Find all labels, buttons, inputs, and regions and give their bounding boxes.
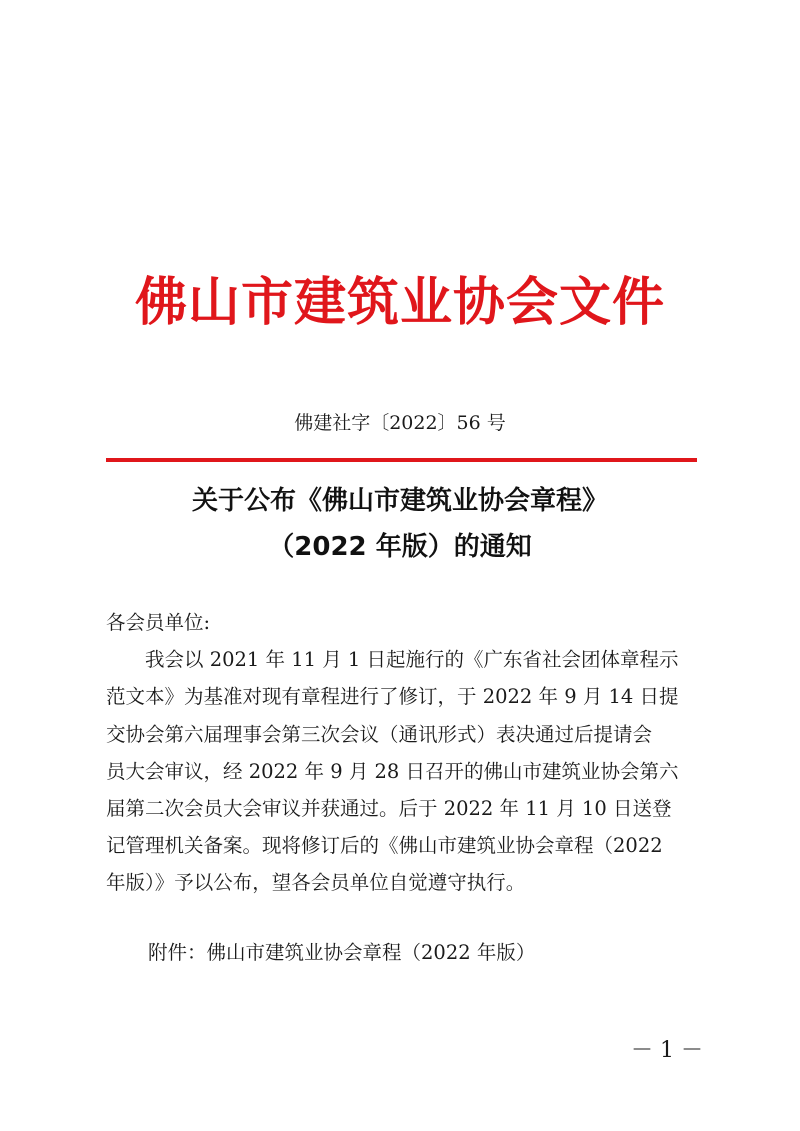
red-divider-rule [106,458,697,462]
document-number: 佛建社字〔2022〕56 号 [294,412,506,434]
attachment-note: 附件：佛山市建筑业协会章程（2022 年版） [148,941,536,964]
notice-title [0,478,800,570]
body-line: 届第二次会员大会审议并获通过。后于 2022 年 11 月 10 日送登 [106,797,672,821]
body-line: 员大会审议，经 2022 年 9 月 28 日召开的佛山市建筑业协会第六 [106,759,679,783]
notice-body [106,604,700,902]
body-line: 记管理机关备案。现将修订后的《佛山市建筑业协会章程（2022 [106,834,663,858]
notice-title-line-2: （2022 年版）的通知 [268,532,532,562]
page-number: － 1 － [631,1038,703,1063]
body-line: 我会以 2021 年 11 月 1 日起施行的《广东省社会团体章程示 [106,648,679,672]
body-line: 交协会第六届理事会第三次会议（通讯形式）表决通过后提请会 [106,722,653,746]
notice-title-line-1: 关于公布《佛山市建筑业协会章程》 [191,486,608,516]
salutation: 各会员单位: [106,611,211,634]
body-line: 年版）》予以公布，望各会员单位自觉遵守执行。 [106,871,526,895]
issuer-header-title: 佛山市建筑业协会文件 [134,272,665,333]
body-line: 范文本》为基准对现有章程进行了修订，于 2022 年 9 月 14 日提 [106,685,679,709]
